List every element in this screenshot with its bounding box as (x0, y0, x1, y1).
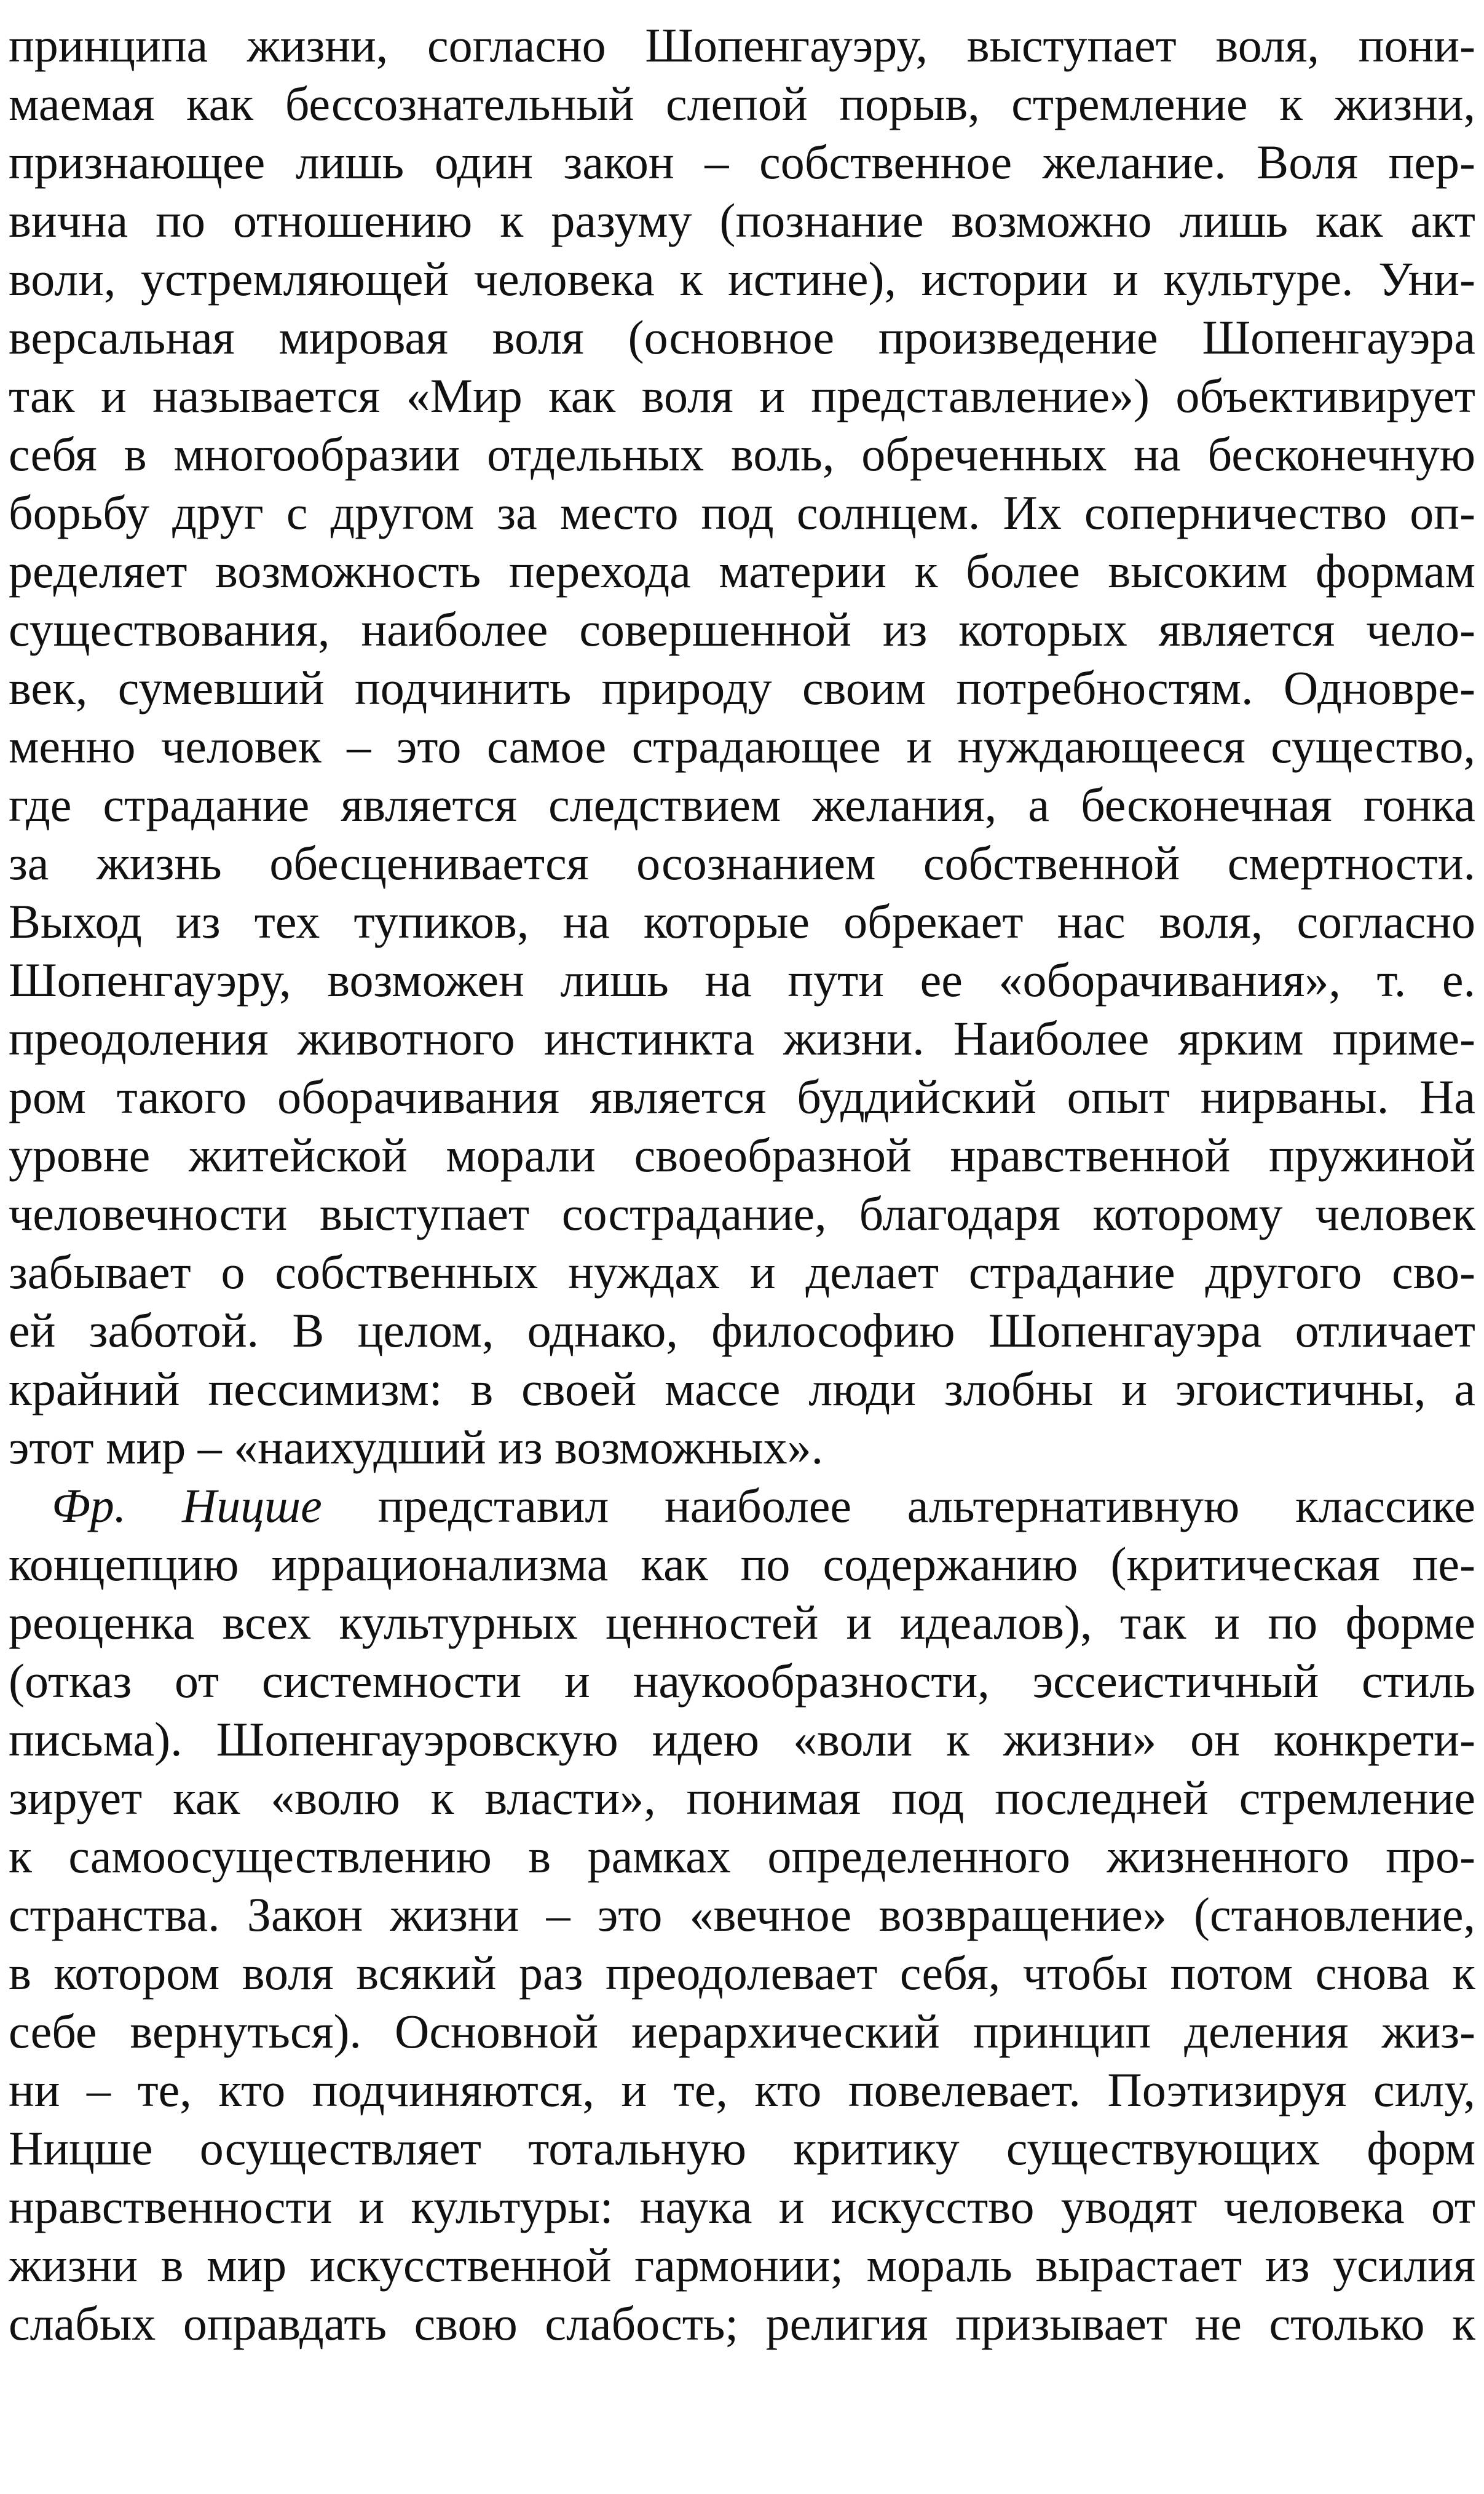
text-line: век, сумевший подчинить природу своим потребностям. Одновре- (9, 661, 1475, 715)
text-line: слабых оправдать свою слабость; религия призывает не столько к (9, 2297, 1475, 2350)
text-line: вична по отношению к разуму (познание возможно лишь как акт (9, 194, 1475, 247)
document-page (9, 0, 1475, 2494)
text-line: нравственности и культуры: наука и искусство уводят человека от (9, 2180, 1475, 2233)
text-line: крайний пессимизм: в своей массе люди злобны и эгоистичны, а (9, 1362, 1475, 1415)
text-line: существования, наиболее совершенной из которых является чело- (9, 603, 1475, 656)
text-line: Выход из тех тупиков, на которые обрекает нас воля, согласно (9, 895, 1475, 948)
paragraph-lead-line (9, 1476, 1475, 1535)
text-line: себе вернуться). Основной иерархический принцип деления жиз- (9, 2005, 1475, 2058)
text-line: (отказ от системности и наукообразности, эссеистичный стиль (9, 1654, 1475, 1708)
text-line: к самоосуществлению в рамках определенного жизненного про- (9, 1829, 1475, 1883)
text-line: уровне житейской морали своеобразной нравственной пружиной (9, 1128, 1475, 1182)
text-line: Шопенгауэру, возможен лишь на пути ее «оборачивания», т. е. (9, 953, 1475, 1007)
text-line: человечности выступает сострадание, благодаря которому человек (9, 1187, 1475, 1240)
text-line: ей заботой. В целом, однако, философию Шопенгауэра отличает (9, 1304, 1475, 1357)
text-line: так и называется «Мир как воля и представление») объективирует (9, 369, 1475, 422)
text-line: зирует как «волю к власти», понимая под последней стремление (9, 1771, 1475, 1824)
text-line: ределяет возможность перехода материи к более высоким формам (9, 544, 1475, 598)
text-line: за жизнь обесценивается осознанием собственной смертности. (9, 836, 1475, 890)
text-line: письма). Шопенгауэровскую идею «воли к жизни» он конкрети- (9, 1712, 1475, 1766)
text-line: концепцию иррационализма как по содержанию (критическая пе- (9, 1537, 1475, 1591)
text-line: борьбу друг с другом за место под солнцем. Их соперничество оп- (9, 486, 1475, 539)
text-line: преодоления животного инстинкта жизни. Наиболее ярким приме- (9, 1011, 1475, 1065)
text-line: менно человек – это самое страдающее и нуждающееся существо, (9, 719, 1475, 773)
text-line: жизни в мир искусственной гармонии; мораль вырастает из усилия (9, 2238, 1475, 2292)
text-line: ром такого оборачивания является буддийский опыт нирваны. На (9, 1070, 1475, 1123)
text-line: реоценка всех культурных ценностей и идеалов), так и по форме (9, 1596, 1475, 1649)
text-line: этот мир – «наихудший из возможных». (9, 1420, 824, 1474)
text-line: ни – те, кто подчиняются, и те, кто повелевает. Поэтизируя силу, (9, 2063, 1475, 2116)
text-line: где страдание является следствием желания, а бесконечная гонка (9, 778, 1475, 831)
text-line: в котором воля всякий раз преодолевает себя, чтобы потом снова к (9, 1946, 1475, 2000)
text-line: признающее лишь один закон – собственное желание. Воля пер- (9, 135, 1475, 189)
text-line: забывает о собственных нуждах и делает страдание другого сво- (9, 1245, 1475, 1299)
text-line: воли, устремляющей человека к истине), истории и культуре. Уни- (9, 252, 1475, 306)
author-name: Фр. Ницше (52, 1479, 322, 1532)
text-line: себя в многообразии отдельных воль, обреченных на бесконечную (9, 427, 1475, 481)
text-line: странства. Закон жизни – это «вечное возвращение» (становление, (9, 1888, 1475, 1941)
text-line: маемая как бессознательный слепой порыв, стремление к жизни, (9, 77, 1475, 130)
text-line: принципа жизни, согласно Шопенгауэру, выступает воля, пони- (9, 18, 1475, 72)
lead-line-text: представил наиболее альтернативную классике (322, 1479, 1475, 1532)
text-line: версальная мировая воля (основное произведение Шопенгауэра (9, 311, 1475, 364)
text-line: Ницше осуществляет тотальную критику существующих форм (9, 2121, 1475, 2175)
